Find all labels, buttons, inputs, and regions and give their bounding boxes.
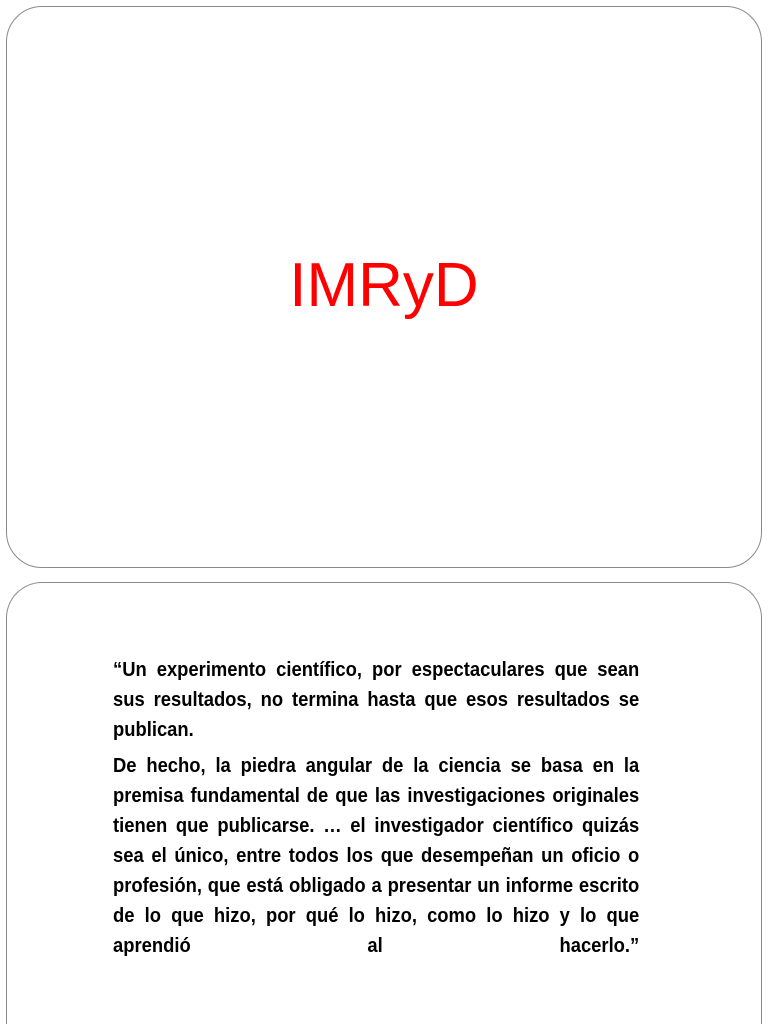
quote-block [113,655,639,967]
slide-title-text: IMRyD [289,251,479,320]
slide-quote [6,582,762,1024]
slide-title [6,6,762,568]
quote-paragraph-1: “Un experimento científico, por espectaculares que sean sus resultados, no termina hasta que esos resultados se publican. [113,659,640,741]
quote-paragraph-2: De hecho, la piedra angular de la ciencia se basa en la premisa fundamental de que las investigaciones originales tienen que publicarse. … el investigador científico quizás sea el único, entre todos los que desempeñan un oficio o profesión, que está obligado a presentar un informe escrito de lo que hizo, por qué lo hizo, como lo hizo y lo que aprendió al hacerlo.” [113,755,640,957]
